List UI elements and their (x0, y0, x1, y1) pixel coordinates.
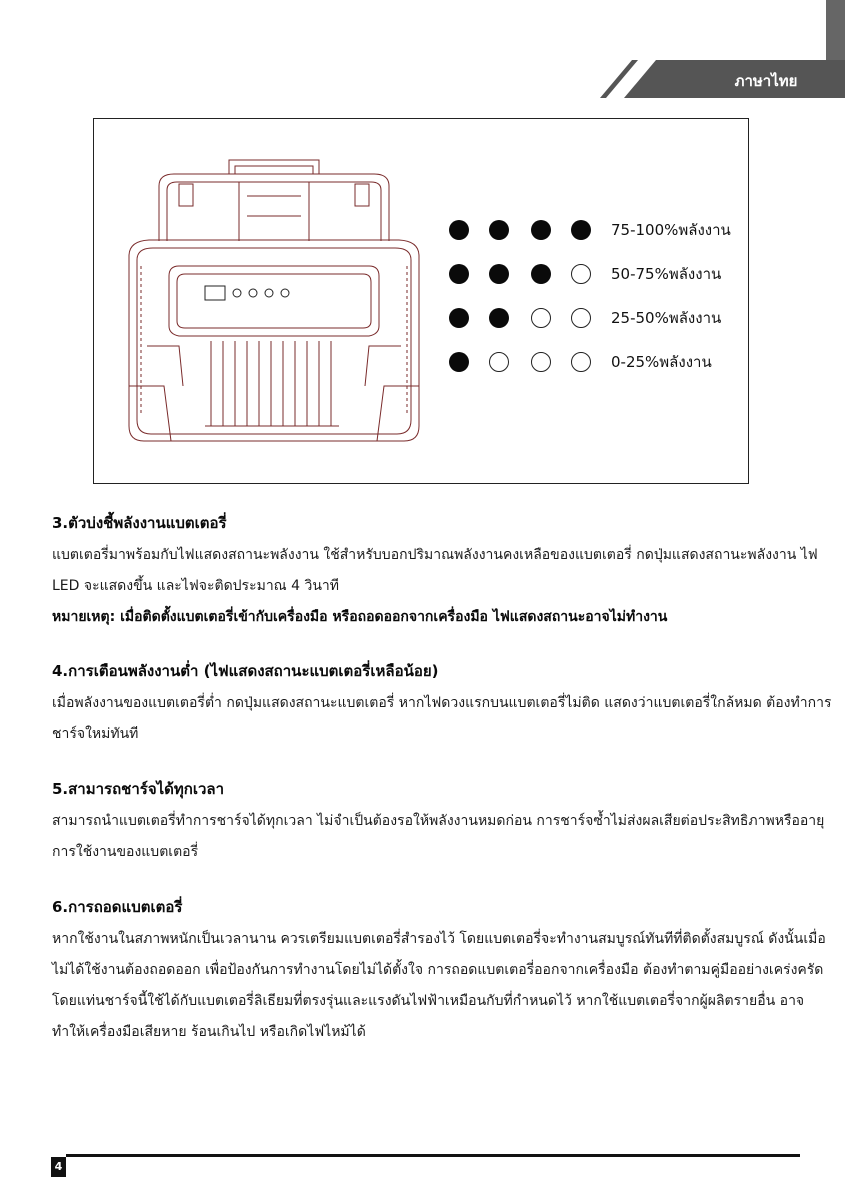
led-dot-empty (571, 352, 591, 372)
section-charge-anytime (52, 776, 832, 868)
section-paragraph: หากใช้งานในสภาพหนักเป็นเวลานาน ควรเตรียมแบตเตอรี่สำรองไว้ โดยแบตเตอรี่จะทำงานสมบูรณ์ทันทีที่ติดตั้งสมบูรณ์ ดังนั้นเมื่อไม่ได้ใช้งานต้องถอดออก เพื่อป้องกันการทำงานโดยไม่ได้ตั้งใจ การถอดแบตเตอรี่ออกจากเครื่องมือ ต้องทำตามคู่มืออย่างเคร่งครัด โดยแท่นชาร์จนี้ใช้ได้กับแบตเตอรี่ลิเธียมที่ตรงรุ่นและแรงดันไฟฟ้าเหมือนกับที่กำหนดไว้ หากใช้แบตเตอรี่จากผู้ผลิตรายอื่น อาจทำให้เครื่องมือเสียหาย ร้อนเกินไป หรือเกิดไฟไหม้ได้ (52, 931, 826, 1040)
language-label: ภาษาไทย (734, 72, 798, 90)
section-title: 5.สามารถชาร์จได้ทุกเวลา (52, 780, 225, 798)
page-number: 4 (51, 1157, 66, 1177)
led-label: 75-100%พลังงาน (611, 221, 731, 239)
led-dot-filled (531, 264, 551, 284)
led-dot-empty (571, 308, 591, 328)
section-paragraph: สามารถนำแบตเตอรี่ทำการชาร์จได้ทุกเวลา ไม่จำเป็นต้องรอให้พลังงานหมดก่อน การชาร์จซ้ำไม่ส่งผลเสียต่อประสิทธิภาพหรืออายุการใช้งานของแบตเตอรี่ (52, 813, 825, 860)
section-title: 3.ตัวบ่งชี้พลังงานแบตเตอรี่ (52, 514, 227, 532)
led-label: 50-75%พลังงาน (611, 265, 722, 283)
section-title: 6.การถอดแบตเตอรี่ (52, 898, 183, 916)
led-dot-empty (531, 352, 551, 372)
corner-accent-bar (826, 0, 845, 64)
manual-content (52, 510, 832, 1074)
section-paragraph: แบตเตอรี่มาพร้อมกับไฟแสดงสถานะพลังงาน ใช้สำหรับบอกปริมาณพลังงานคงเหลือของแบตเตอรี่ กดปุ่มแสดงสถานะพลังงาน ไฟ LED จะแสดงขึ้น และไฟจะติดประมาณ 4 วินาที (52, 547, 818, 594)
led-dot-empty (489, 352, 509, 372)
section-battery-removal (52, 894, 832, 1048)
section-low-power-warning (52, 658, 832, 750)
footer-rule (66, 1154, 800, 1157)
led-dot-empty (571, 264, 591, 284)
led-label: 0-25%พลังงาน (611, 353, 712, 371)
led-dot-filled (571, 220, 591, 240)
language-tab (596, 60, 845, 98)
section-title: 4.การเตือนพลังงานต่ำ (ไฟแสดงสถานะแบตเตอรี่เหลือน้อย) (52, 662, 439, 680)
section-note: หมายเหตุ: เมื่อติดตั้งแบตเตอรี่เข้ากับเครื่องมือ หรือถอดออกจากเครื่องมือ ไฟแสดงสถานะอาจไม่ทำงาน (52, 609, 668, 625)
led-dot-filled (449, 220, 469, 240)
led-dot-filled (449, 308, 469, 328)
led-dot-empty (531, 308, 551, 328)
led-dot-filled (449, 352, 469, 372)
battery-illustration (119, 156, 429, 456)
led-dot-filled (489, 220, 509, 240)
battery-figure (93, 118, 749, 484)
section-battery-indicator (52, 510, 832, 632)
led-dot-filled (489, 308, 509, 328)
section-paragraph: เมื่อพลังงานของแบตเตอรี่ต่ำ กดปุ่มแสดงสถานะแบตเตอรี่ หากไฟดวงแรกบนแบตเตอรี่ไม่ติด แสดงว่าแบตเตอรี่ใกล้หมด ต้องทำการชาร์จใหม่ทันที (52, 695, 832, 742)
led-dot-filled (531, 220, 551, 240)
led-label: 25-50%พลังงาน (611, 309, 722, 327)
led-dot-filled (449, 264, 469, 284)
led-dot-filled (489, 264, 509, 284)
